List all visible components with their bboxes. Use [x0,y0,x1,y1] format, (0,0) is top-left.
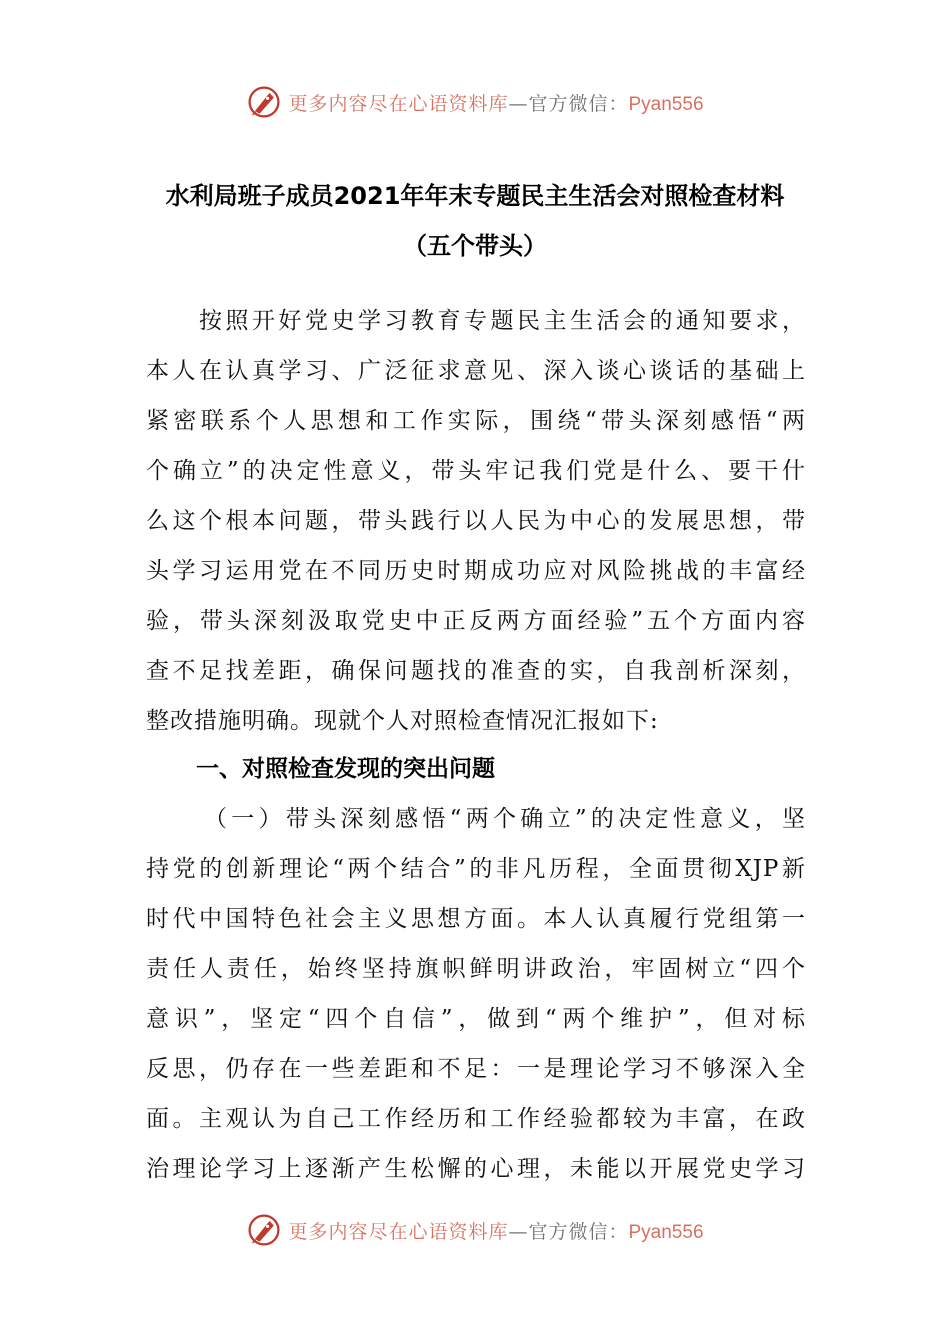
section-heading: 一、对照检查发现的突出问题 [196,756,495,782]
banner-brand: 更多内容尽在心语资料库 [288,92,509,115]
paragraph-line: 验，带头深刻汲取党史中正反两方面经验”五个方面内容 [146,608,806,634]
pen-nib-logo-icon [246,84,282,120]
paragraph-line: 按照开好党史学习教育专题民主生活会的通知要求， [146,308,806,334]
banner-brand: 更多内容尽在心语资料库 [288,1220,509,1243]
paragraph-line: 整改措施明确。现就个人对照检查情况汇报如下: [146,708,659,734]
paragraph-line: 查不足找差距，确保问题找的准查的实，自我剖析深刻， [146,658,806,684]
paragraph-line: 意识”，坚定“四个自信”，做到“两个维护”，但对标 [146,1006,806,1032]
banner-separator: — [508,92,529,115]
banner-text [288,89,703,116]
banner-wechat-id: Pyan556 [628,93,704,115]
paragraph-line: 反思，仍存在一些差距和不足：一是理论学习不够深入全 [146,1056,806,1082]
paragraph-line: 面。主观认为自己工作经历和工作经验都较为丰富，在政 [146,1106,806,1132]
banner-separator: — [508,1220,529,1243]
paragraph-line: 本人在认真学习、广泛征求意见、深入谈心谈话的基础上 [146,358,806,384]
paragraph-line: 紧密联系个人思想和工作实际，围绕“带头深刻感悟“两 [146,408,806,434]
paragraph-line: 时代中国特色社会主义思想方面。本人认真履行党组第一 [146,906,806,932]
document-title: 水利局班子成员2021年年末专题民主生活会对照检查材料 [165,182,785,210]
pen-nib-logo-icon [246,1212,282,1248]
banner-text [288,1217,703,1244]
footer-watermark-banner [0,1210,950,1250]
document-subtitle: （五个带头） [403,232,547,260]
paragraph-line: （一）带头深刻感悟“两个确立”的决定性意义，坚 [204,806,806,832]
paragraph-line: 么这个根本问题，带头践行以人民为中心的发展思想，带 [146,508,806,534]
paragraph-line: 治理论学习上逐渐产生松懈的心理，未能以开展党史学习 [146,1156,806,1182]
banner-wechat-label: 官方微信： [528,1220,629,1243]
section1-paragraph [146,794,806,1194]
banner-wechat-id: Pyan556 [628,1221,704,1243]
paragraph-line: 个确立”的决定性意义，带头牢记我们党是什么、要干什 [146,458,806,484]
header-watermark-banner [0,82,950,122]
paragraph-line: 持党的创新理论“两个结合”的非凡历程，全面贯彻XJP新 [146,856,806,882]
intro-paragraph [146,296,806,746]
paragraph-line: 头学习运用党在不同历史时期成功应对风险挑战的丰富经 [146,558,806,584]
banner-wechat-label: 官方微信： [528,92,629,115]
paragraph-line: 责任人责任，始终坚持旗帜鲜明讲政治，牢固树立“四个 [146,956,806,982]
